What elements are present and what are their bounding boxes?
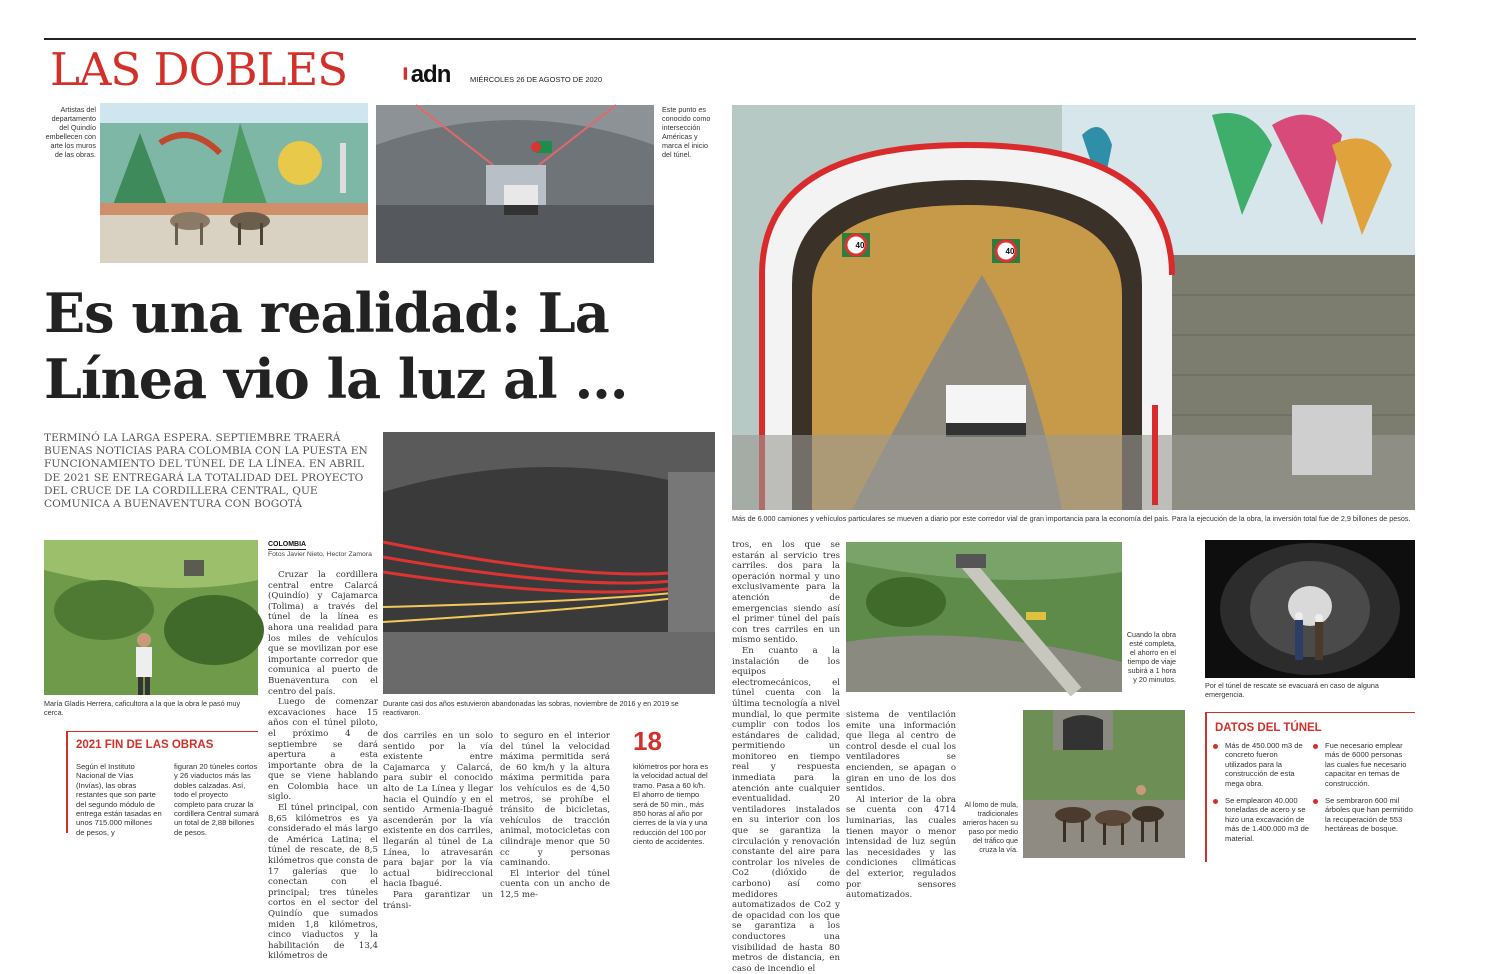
article-paragraph: Al interior de la obra se cuenta con 4714 luminarias, las cuales tienen mayor o menor intensidad de luz según las necesidades y las condiciones climáticas del exterior, regulados por sensores automatizados. <box>846 794 956 901</box>
caption-artists: Artistas del departamento del Quindío embellecen con arte los muros de las obras. <box>45 105 96 159</box>
photo-tunnel-lights <box>383 432 715 694</box>
brand-logo: ▍adn <box>404 61 451 88</box>
article-paragraph: dos carriles en un solo sentido por la vía existente entre Cajamarca y Calarcá, para subir el conocido alto de La Línea y llegar hacia el Quindío y en el sentido Armenia-Ibagué ascenderán por la vía existente en dos carriles, llegarán al túnel de La Línea, lo atravesarán para bajar por la vía actual bidireccional hacia Ibagué. <box>383 731 493 890</box>
photo-main-tunnel-entrance <box>732 105 1415 510</box>
photo-farmer <box>44 540 258 695</box>
datos-list-left <box>1211 741 1309 851</box>
caption-intersection: Este punto es conocido como intersección Américas y marca el inicio del túnel. <box>662 105 711 159</box>
fin-box <box>66 731 259 837</box>
datos-box-title: DATOS DEL TÚNEL <box>1215 722 1322 734</box>
article-paragraph: Cruzar la cordillera central entre Calarcá (Quindío) y Cajamarca (Tolima) a través del túnel de la línea es ahora una realidad para los miles de vehículos que se movilizan por ese importante corredor que comunica al puerto de Buenaventura con el centro del país. <box>268 570 378 697</box>
datos-item: Se sembraron 600 mil árboles que han permitido la recuperación de 553 hectáreas de bosque. <box>1311 796 1413 834</box>
stat-number: 18 <box>633 726 662 756</box>
fin-box-text-right: figuran 20 túneles cortos y 26 viaductos más las dobles calzadas. Así, todo el proyecto completo para cruzar la cordillera Central sumará un total de 2,88 billones de pesos. <box>174 762 259 837</box>
date-line: MIÉRCOLES 26 DE AGOSTO DE 2020 <box>470 75 602 84</box>
top-rule <box>44 38 1416 40</box>
fin-box-text-left: Según el Instituto Nacional de Vías (Invías), las obras restantes que son parte del segundo módulo de entrega están tasadas en unos 715.000 millones de pesos, y <box>76 762 162 837</box>
article-column-2 <box>383 731 493 911</box>
caption-farmer: María Gladis Herrera, caficultora a la que la obra le pasó muy cerca. <box>44 699 241 717</box>
article-paragraph: tros, en los que se estarán al servicio tres carriles. dos para la operación normal y uno exclusivamente para la atención de emergencias siendo así el primer túnel del país con tres carriles en un mismo sentido. <box>732 540 840 646</box>
fin-box-title: 2021 FIN DE LAS OBRAS <box>76 739 214 751</box>
photo-rescue-tunnel <box>1205 540 1415 678</box>
article-paragraph: El túnel principal, con 8,65 kilómetros es ya considerado el más largo de América Latina; el túnel de rescate, de 8,5 kilómetros que consta de 17 galerías que lo conectan con el principal; tres túneles cortos en el sector del Quindío que sumados miden 1,8 kilómetros, cinco viaductos y la habilitación de 13,4 kilómetros de <box>268 803 378 962</box>
article-paragraph: Luego de comenzar excavaciones hace 15 años con el túnel piloto, el próximo 4 de septiembre se dará apertura a esta importante obra de la que se viene hablando en Colombia hace un siglo. <box>268 697 378 803</box>
speed-sign-right: 40 <box>1005 247 1015 256</box>
article-paragraph: El interior del túnel cuenta con un ancho de 12,5 me- <box>500 868 610 900</box>
caption-complete: Cuando la obra esté completa, el ahorro en el tiempo de viaje subirá a 1 hora y 20 minutos. <box>1126 630 1176 684</box>
article-column-1 <box>268 570 378 962</box>
brand-mark-icon: ▍ <box>404 69 411 80</box>
lead-paragraph: TERMINÓ LA LARGA ESPERA. SEPTIEMBRE TRAERÁ BUENAS NOTICIAS PARA COLOMBIA CON LA PUESTA EN FUNCIONAMIENTO DEL TÚNEL DE LA LÍNEA. EN ABRIL DE 2021 SE ENTREGARÁ LA TOTALIDAD DEL PROYECTO DEL CRUCE DE LA CORDILLERA CENTRAL, QUE COMUNICA A BUENAVENTURA CON BOGOTÁ <box>44 432 368 511</box>
photo-mules <box>1023 710 1185 858</box>
datos-box <box>1205 712 1415 862</box>
stat-text: kilómetros por hora es la velocidad actual del tramo. Pasa a 60 k/h. El ahorro de tiempo será de 50 min., más 850 horas al año por cierres de la vía y una reducción del 100 por ciento de accidentes. <box>633 762 709 847</box>
article-column-4 <box>732 540 840 974</box>
article-paragraph: En cuanto a la instalación de los equipos electromecánicos, el túnel cuenta con la última tecnología a nivel mundial, lo que permite cumplir con todos los estándares de calidad, permitiendo un monitoreo en tiempo real y respuesta inmediata para la atención ante cualquier eventualidad. 20 ventiladores instalados en su interior con los que se garantiza la circulación y renovación constante del aire para controlar los niveles de Co2 (dióxido de carbono) así como medidores automatizados de Co2 y de opacidad con los que se garantiza a los conductores una visibilidad de hasta 80 metros de distancia, en caso de incendio el <box>732 645 840 974</box>
section-title: LAS DOBLES <box>50 43 348 96</box>
article-paragraph: to seguro en el interior del túnel la velocidad máxima permitida será de 60 km/h y la altura máxima permitida para los vehículos es de 4,50 metros, se prohíbe el tránsito de bicicletas, vehículos de tracción animal, motocicletas con cilindraje menor que 50 cc y personas caminando. <box>500 731 610 869</box>
headline: Es una realidad: La Línea vio la luz al … <box>44 281 628 411</box>
byline-credit: Fotos Javier Nieto, Hector Zamora <box>268 551 372 558</box>
caption-mules: Al lomo de mula, tradicionales arrieros hacen su paso por medio del tráfico que cruza la vía. <box>962 800 1018 854</box>
photo-aerial-viaduct <box>846 542 1122 692</box>
caption-main: Más de 6.000 camiones y vehículos particulares se mueven a diario por este corredor vial de gran importancia para la economía del país. Para la ejecución de la obra, la inversión total fue de 2,9 billones de pesos. <box>732 514 1411 523</box>
photo-tunnel-intersection <box>376 105 654 263</box>
caption-rescue: Por el túnel de rescate se evacuará en caso de alguna emergencia. <box>1205 681 1379 699</box>
article-paragraph: sistema de ventilación emite una información que llega al centro de control desde el cual los ventiladores se encienden, se apagan o giran en uno de los dos sentidos. <box>846 710 956 795</box>
datos-item: Fue necesario emplear más de 6000 personas las cuales fue necesario capacitar en temas de construcción. <box>1311 741 1413 788</box>
article-column-5 <box>846 710 956 901</box>
byline-tag: COLOMBIA <box>268 541 307 548</box>
datos-item: Se emplearon 40.000 toneladas de acero y se hizo una excavación de más de 1.400.000 m3 de material. <box>1211 796 1309 843</box>
datos-item: Más de 450.000 m3 de concreto fueron utilizados para la construcción de esta mega obra. <box>1211 741 1309 788</box>
caption-lights: Durante casi dos años estuvieron abandonadas las sobras, noviembre de 2016 y en 2019 se reactivaron. <box>383 699 679 717</box>
datos-list-right <box>1311 741 1413 842</box>
speed-sign-left: 40 <box>855 241 865 250</box>
article-paragraph: Para garantizar un tránsi- <box>383 889 493 911</box>
article-column-3 <box>500 731 610 901</box>
photo-mural-artists <box>100 103 368 263</box>
